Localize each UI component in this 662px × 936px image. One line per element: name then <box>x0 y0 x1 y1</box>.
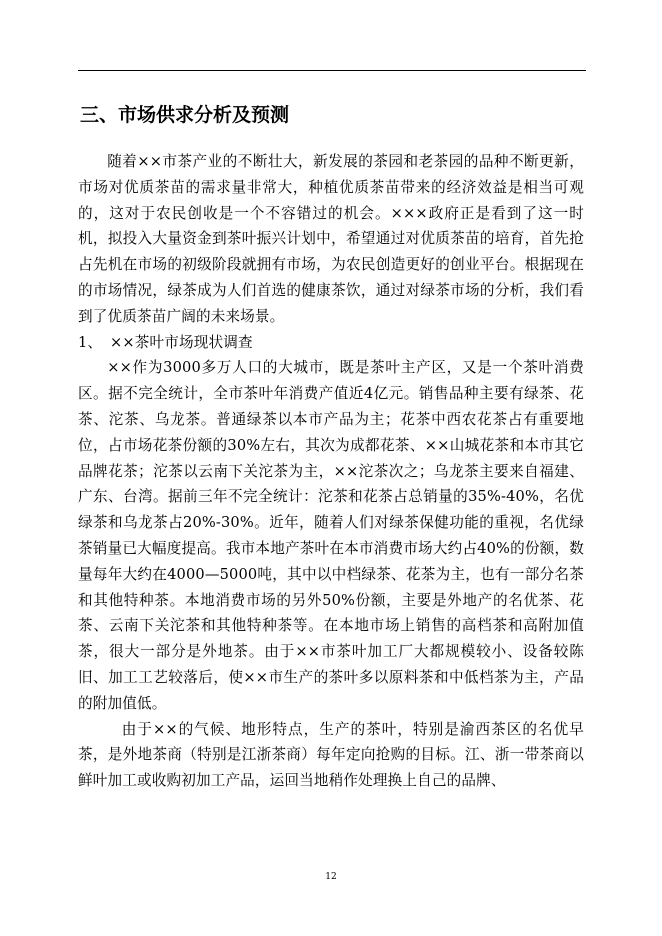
body-text <box>78 149 584 794</box>
header-rule <box>78 70 586 71</box>
climate-paragraph: 由于××的气候、地形特点，生产的茶叶，特别是渝西茶区的名优早茶，是外地茶商（特别是江浙茶商）每年定向抢购的目标。江、浙一带茶商以鲜叶加工或收购初加工产品，运回当地稍作处理换上自己的品牌、 <box>78 720 584 790</box>
subsection-heading <box>78 330 584 356</box>
market-survey-paragraph: ××作为3000多万人口的大城市，既是茶叶主产区，又是一个茶叶消费区。据不完全统计，全市茶叶年消费产值近4亿元。销售品种主要有绿茶、花茶、沱茶、乌龙茶。普通绿茶以本市产品为主；花茶中西农花茶占有重要地位，占市场花茶份额的30%左右，其次为成都花茶、××山城花茶和本市其它品牌花茶；沱茶以云南下关沱茶为主，××沱茶次之；乌龙茶主要来自福建、广东、台湾。据前三年不完全统计：沱茶和花茶占总销量的35%-40%，名优绿茶和乌龙茶占20%-30%。近年，随着人们对绿茶保健功能的重视，名优绿茶销量已大幅度提高。我市本地产茶叶在本市消费市场大约占40%的份额，数量每年大约在4000—5000吨，其中以中档绿茶、花茶为主，也有一部分名茶和其他特种茶。本地消费市场的另外50%份额，主要是外地产的名优茶、花茶、云南下关沱茶和其他特种茶等。在本地市场上销售的高档茶和高附加值茶，很大一部分是外地茶。由于××市茶叶加工厂大都规模较小、设备较陈旧、加工工艺较落后，使××市生产的茶叶多以原料茶和中低档茶为主，产品的附加值低。 <box>78 359 584 712</box>
subsection-number: 1、 <box>78 333 103 351</box>
page-number: 12 <box>325 872 337 882</box>
section-heading: 三、市场供求分析及预测 <box>80 104 290 126</box>
intro-paragraph: 随着××市茶产业的不断壮大，新发展的茶园和老茶园的品种不断更新，市场对优质茶苗的需求量非常大，种植优质茶苗带来的经济效益是相当可观的，这对于农民创收是一个不容错过的机会。×××政府正是看到了这一时机，拟投入大量资金到茶叶振兴计划中，希望通过对优质茶苗的培育，首先抢占先机在市场的初级阶段就拥有市场，为农民创造更好的创业平台。根据现在的市场情况，绿茶成为人们首选的健康茶饮，通过对绿茶市场的分析，我们看到了优质茶苗广阔的未来场景。 <box>78 153 584 325</box>
subsection-title: ××茶叶市场现状调查 <box>110 333 253 351</box>
